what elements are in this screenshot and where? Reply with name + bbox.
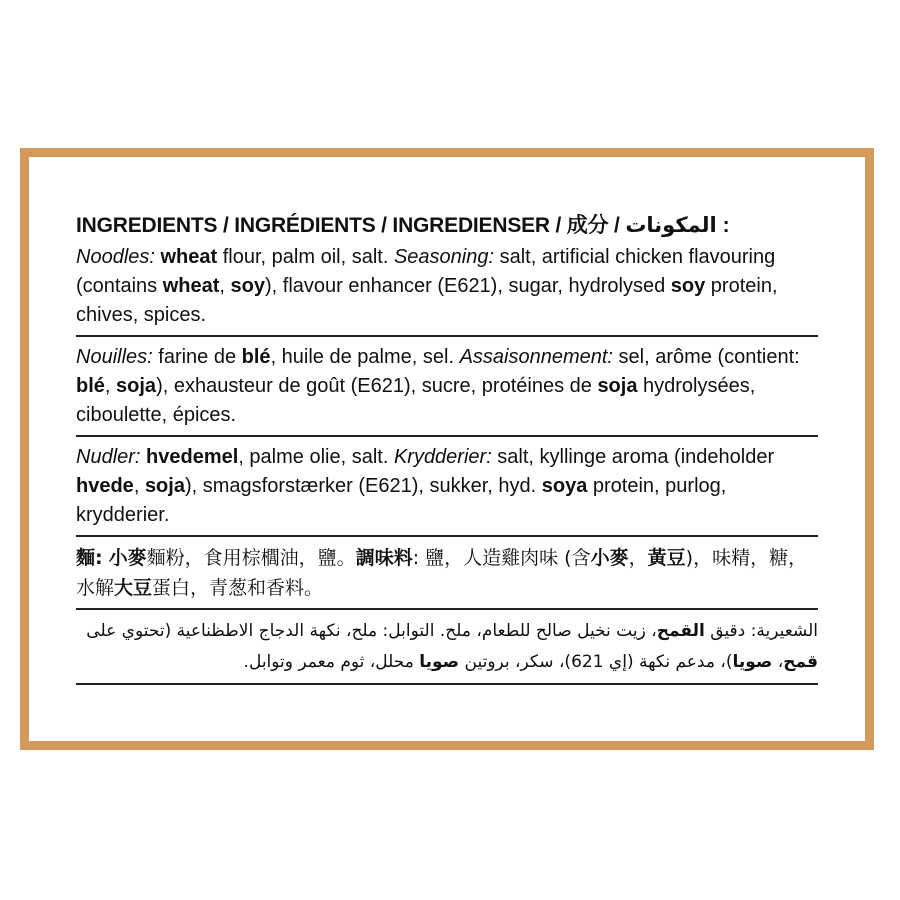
text-segment: sel, arôme (contient: [612,346,800,368]
text-segment: 蛋白，青葱和香料。 [152,577,324,599]
text-segment: farine de [152,346,242,368]
allergen-text: soja [144,475,185,497]
french-ingredients [76,337,818,437]
seasoning-label-en: Seasoning: [393,246,495,268]
text-segment: , palme olie, salt. [238,446,394,468]
text-segment: , huile de palme, sel. [270,346,460,368]
text-segment: salt, artificial chicken flavouring (contains [76,246,776,297]
text-segment: ), exhausteur de goût (E621), sucre, protéines de [156,375,598,397]
text-segment: 麵粉，食用棕櫚油，鹽。 [146,547,356,569]
allergen-text: 黃豆 [647,547,686,569]
noodles-label-da: Nudler: [76,446,141,468]
text-segment: flour, palm oil, salt. [217,246,394,268]
allergen-text: hvede [76,475,134,497]
allergen-text: wheat [160,246,218,268]
allergen-text: صويا [732,652,773,672]
text-segment: )，味精，糖，水解 [76,547,808,599]
text-segment: , [133,475,145,497]
text-segment: محلل، ثوم معمر وتوابل. [243,652,420,672]
seasoning-label-fr: Assaisonnement: [459,346,613,368]
text-segment: , [104,375,117,397]
noodles-label-en: Noodles: [76,246,155,268]
allergen-text: blé [76,375,105,397]
text-segment: )، مدعم نكهة (إي 621)، سكر، بروتين [459,652,733,672]
text-segment: : 鹽，人造雞肉味 (含 [412,547,591,569]
allergen-text: wheat [162,275,220,297]
seasoning-label-zh: 調味料 [355,547,413,569]
english-ingredients [76,241,818,337]
noodles-label-fr: Nouilles: [76,346,153,368]
text-segment: salt, kyllinge aroma (indeholder [491,446,775,468]
text-segment: , [219,275,231,297]
ingredients-label-frame [20,148,874,750]
danish-ingredients [76,437,818,537]
text-segment: protein, purlog, krydderier. [76,475,727,526]
text-segment: ، زيت نخيل صالح للطعام، ملح. التوابل: ملح، نكهة الدجاج الاطظناعية (تحتوي على [86,621,657,641]
ingredients-content [76,211,818,685]
text-segment: ، [772,652,784,672]
text-segment: ), flavour enhancer (E621), sugar, hydrolysed [265,275,671,297]
allergen-text: soja [116,375,157,397]
allergen-text: صويا [419,652,460,672]
allergen-text: 小麥 [590,547,629,569]
allergen-text: hvedemel [146,446,239,468]
text-segment: hydrolysées, ciboulette, épices. [76,375,756,426]
text-segment: الشعيرية: دقيق [704,621,818,641]
allergen-text: soy [670,275,706,297]
seasoning-label-da: Krydderier: [393,446,492,468]
arabic-ingredients [76,610,818,685]
allergen-text: soy [230,275,265,297]
text-segment: ), smagsforstærker (E621), sukker, hyd. [184,475,542,497]
allergen-text: blé [241,346,271,368]
allergen-text: soya [541,475,588,497]
allergen-text: قمح [783,652,818,672]
allergen-text: 大豆 [114,577,153,599]
allergen-text: القمح [656,621,705,641]
chinese-ingredients [76,537,818,610]
text-segment: protein, chives, spices. [76,275,778,326]
allergen-text: 小麥 [108,547,147,569]
noodles-label-zh: 麵: [76,547,103,569]
text-segment: ， [628,547,648,569]
ingredients-heading: INGREDIENTS / INGRÉDIENTS / INGREDIENSER / 成分 / المكونات : [76,214,730,237]
allergen-text: soja [597,375,638,397]
